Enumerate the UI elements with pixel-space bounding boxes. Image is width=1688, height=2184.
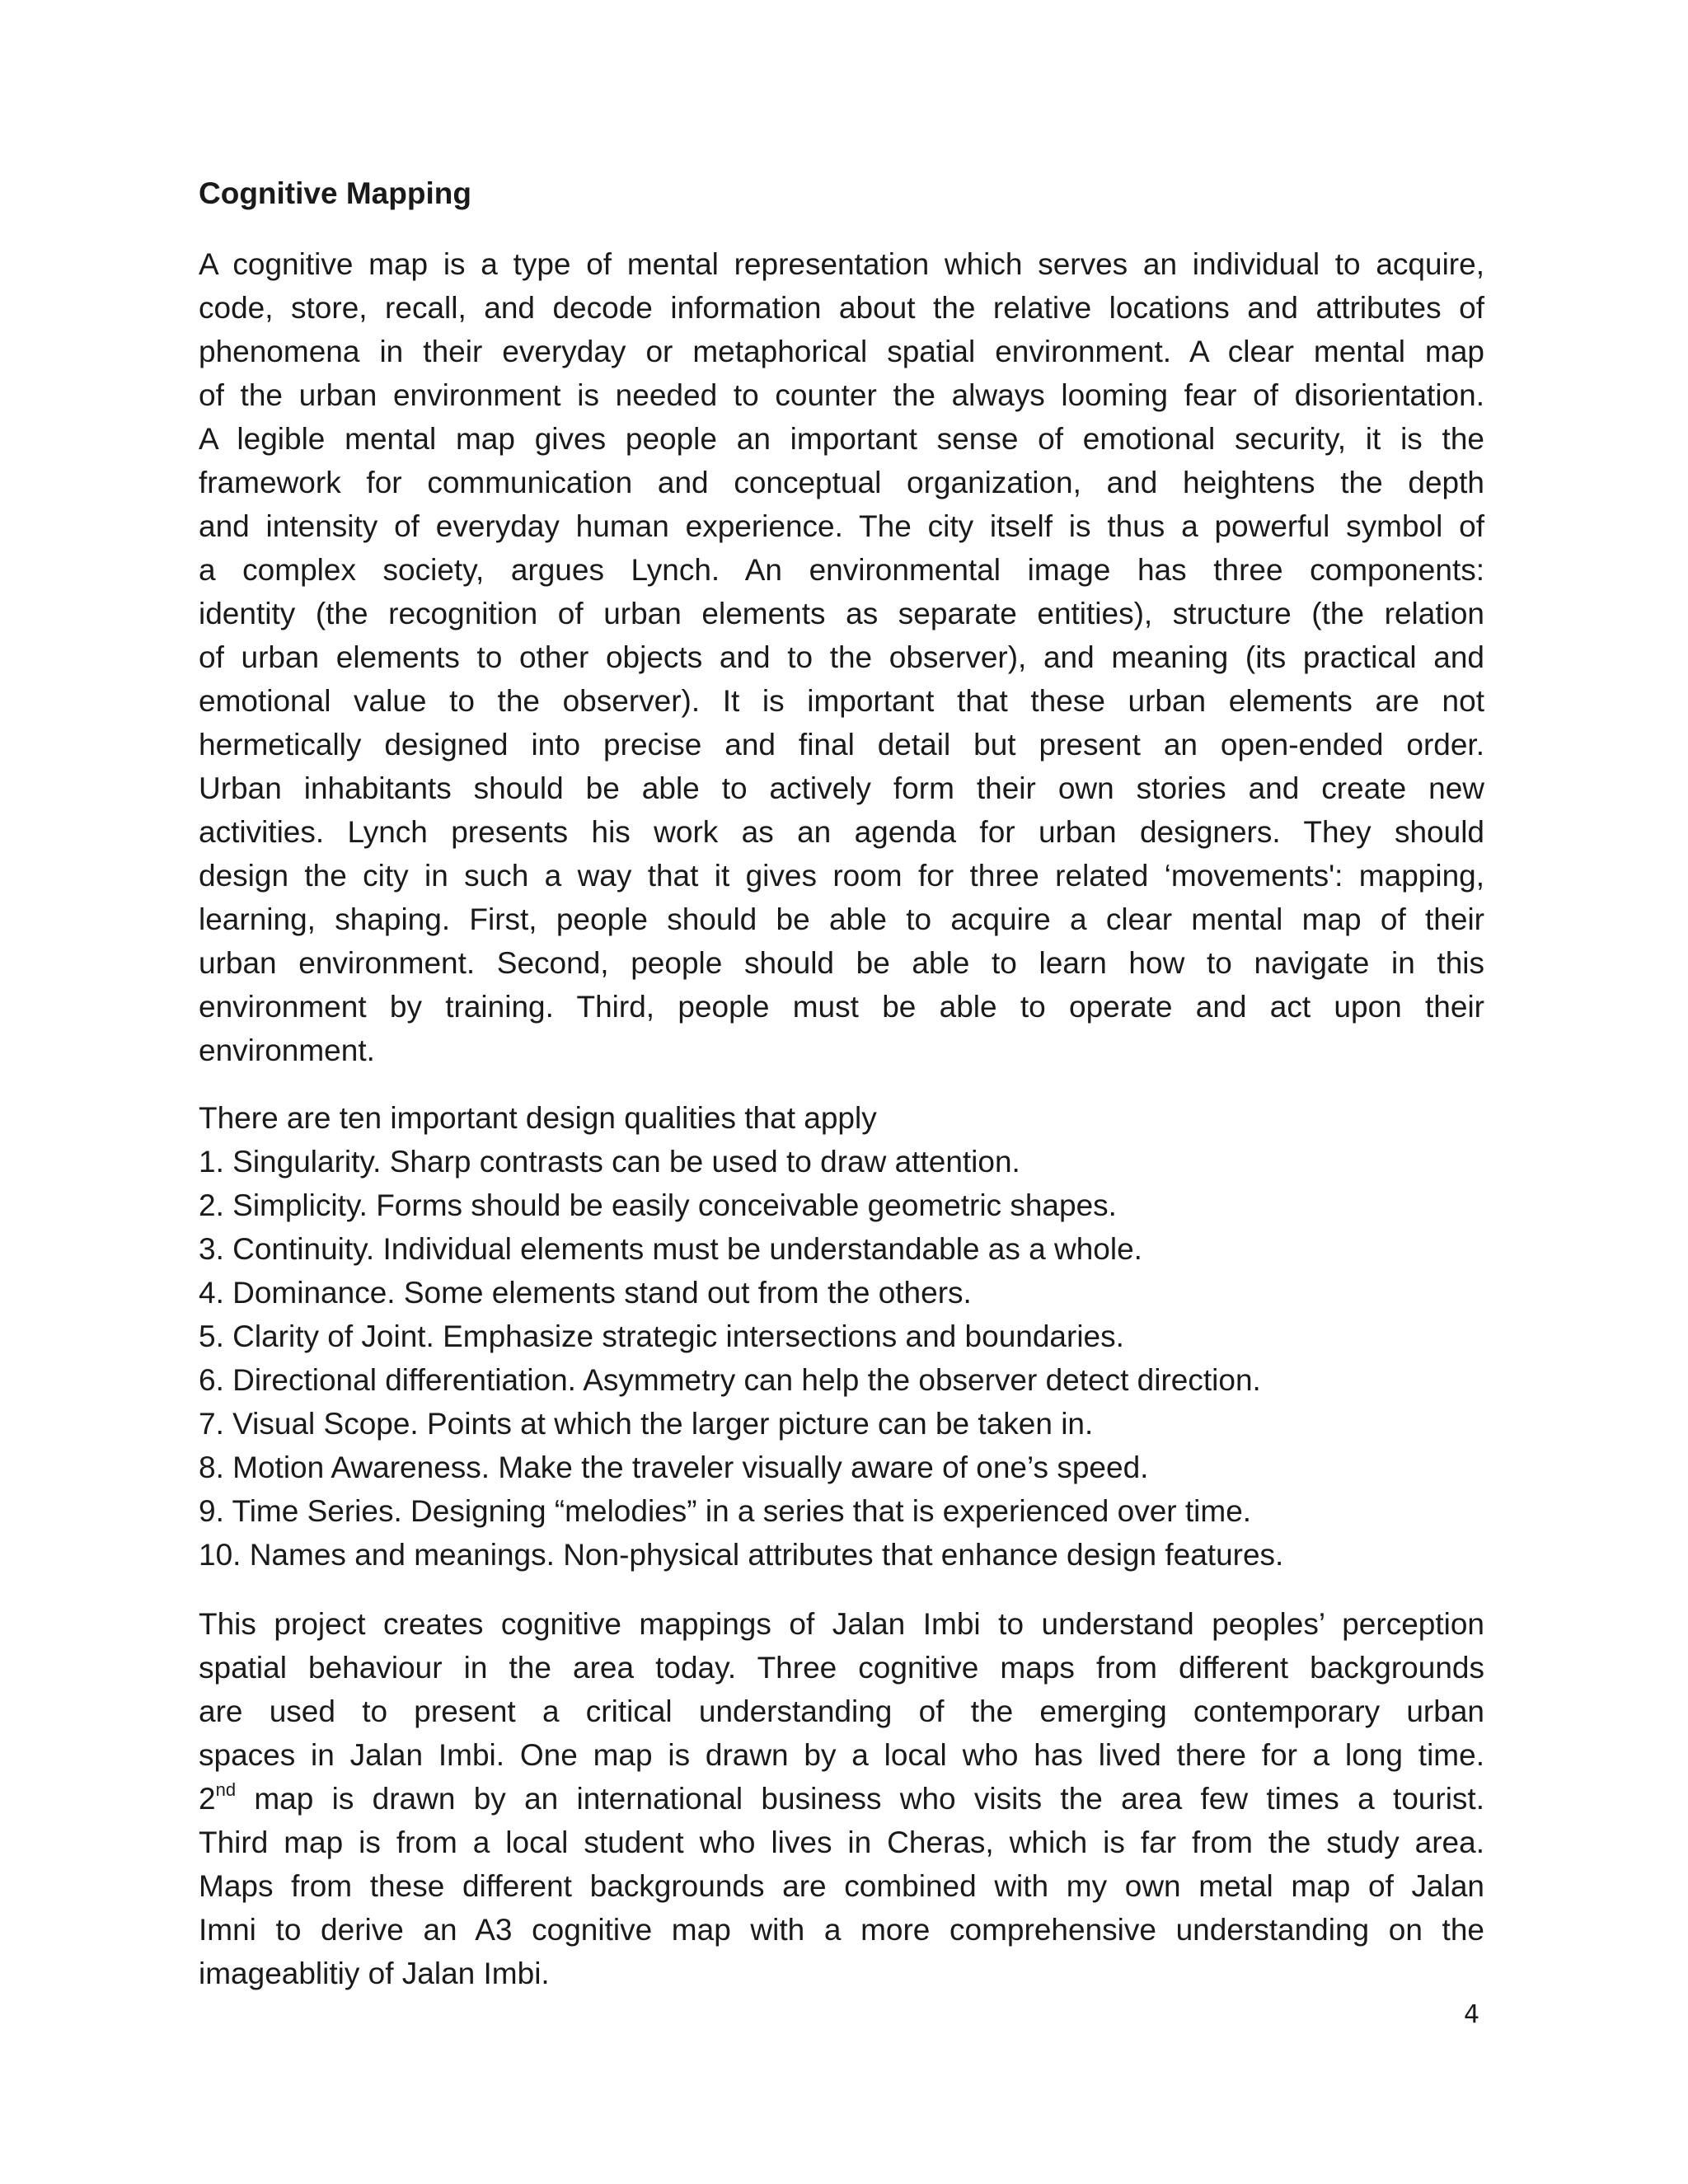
- paragraph-line: A cognitive map is a type of mental representation which serves an individual to acquire,: [199, 247, 1484, 281]
- paragraph-line: imageablitiy of Jalan Imbi.: [199, 1957, 550, 1990]
- list-item: 4. Dominance. Some elements stand out from the others.: [199, 1276, 972, 1310]
- paragraph-line: spatial behaviour in the area today. Three cognitive maps from different backgrounds: [199, 1651, 1484, 1685]
- paragraph-line: hermetically designed into precise and final detail but present an open-ended order.: [199, 728, 1484, 762]
- list-item: 6. Directional differentiation. Asymmetry can help the observer detect direction.: [199, 1363, 1261, 1397]
- paragraph-line: Imni to derive an A3 cognitive map with a more comprehensive understanding on the: [199, 1913, 1484, 1947]
- paragraph-line: Third map is from a local student who lives in Cheras, which is far from the study area.: [199, 1825, 1484, 1859]
- paragraph-line: environment by training. Third, people must be able to operate and act upon their: [199, 990, 1484, 1024]
- page-number: 4: [1464, 2000, 1480, 2029]
- list-item: 10. Names and meanings. Non-physical attributes that enhance design features.: [199, 1538, 1284, 1572]
- paragraph-line: [199, 1777, 1484, 1821]
- paragraph-line: urban environment. Second, people should be able to learn how to navigate in this: [199, 946, 1484, 980]
- paragraph-line: activities. Lynch presents his work as an agenda for urban designers. They should: [199, 815, 1484, 849]
- paragraph-line: design the city in such a way that it gives room for three related ‘movements': mapping,: [199, 859, 1484, 893]
- paragraph-line: spaces in Jalan Imbi. One map is drawn by a local who has lived there for a long time.: [199, 1738, 1484, 1772]
- list-item: 9. Time Series. Designing “melodies” in a series that is experienced over time.: [199, 1494, 1252, 1528]
- paragraph-project-description: [199, 1602, 1484, 1995]
- paragraph-line: A legible mental map gives people an important sense of emotional security, it is the: [199, 422, 1484, 456]
- paragraph-line: environment.: [199, 1033, 375, 1067]
- list-item: 5. Clarity of Joint. Emphasize strategic intersections and boundaries.: [199, 1319, 1124, 1353]
- paragraph-line: emotional value to the observer). It is important that these urban elements are not: [199, 684, 1484, 718]
- paragraph-line: Urban inhabitants should be able to actively form their own stories and create new: [199, 771, 1484, 805]
- paragraph-line: are used to present a critical understanding of the emerging contemporary urban: [199, 1694, 1484, 1728]
- ordinal-suffix: nd: [215, 1779, 237, 1800]
- list-intro: There are ten important design qualities that apply: [199, 1101, 877, 1135]
- section-heading: Cognitive Mapping: [199, 176, 471, 210]
- paragraph-line: This project creates cognitive mappings of Jalan Imbi to understand peoples’ perception: [199, 1607, 1484, 1641]
- ordinal-number: 2: [199, 1782, 216, 1816]
- paragraph-line: and intensity of everyday human experience. The city itself is thus a powerful symbol of: [199, 509, 1484, 543]
- paragraph-line: Maps from these different backgrounds are combined with my own metal map of Jalan: [199, 1869, 1484, 1903]
- paragraph-line: framework for communication and conceptual organization, and heightens the depth: [199, 466, 1484, 499]
- list-item: 1. Singularity. Sharp contrasts can be used to draw attention.: [199, 1145, 1020, 1179]
- list-item: 8. Motion Awareness. Make the traveler visually aware of one’s speed.: [199, 1451, 1149, 1484]
- line-text: map is drawn by an international business who visits the area few times a tourist.: [236, 1782, 1484, 1816]
- paragraph-line: phenomena in their everyday or metaphorical spatial environment. A clear mental map: [199, 335, 1484, 368]
- list-item: 2. Simplicity. Forms should be easily conceivable geometric shapes.: [199, 1188, 1117, 1222]
- list-item: 7. Visual Scope. Points at which the larger picture can be taken in.: [199, 1407, 1094, 1441]
- paragraph-line: a complex society, argues Lynch. An environmental image has three components:: [199, 553, 1484, 587]
- paragraph-cognitive-map-definition: [199, 242, 1484, 1072]
- paragraph-line: of urban elements to other objects and to the observer), and meaning (its practical and: [199, 640, 1484, 674]
- list-item: 3. Continuity. Individual elements must be understandable as a whole.: [199, 1232, 1142, 1266]
- paragraph-line: learning, shaping. First, people should be able to acquire a clear mental map of their: [199, 902, 1484, 936]
- design-qualities-list: [199, 1096, 1283, 1577]
- paragraph-line: code, store, recall, and decode information about the relative locations and attributes of: [199, 291, 1484, 325]
- paragraph-line: of the urban environment is needed to counter the always looming fear of disorientation.: [199, 378, 1484, 412]
- paragraph-line: identity (the recognition of urban elements as separate entities), structure (the relation: [199, 597, 1484, 630]
